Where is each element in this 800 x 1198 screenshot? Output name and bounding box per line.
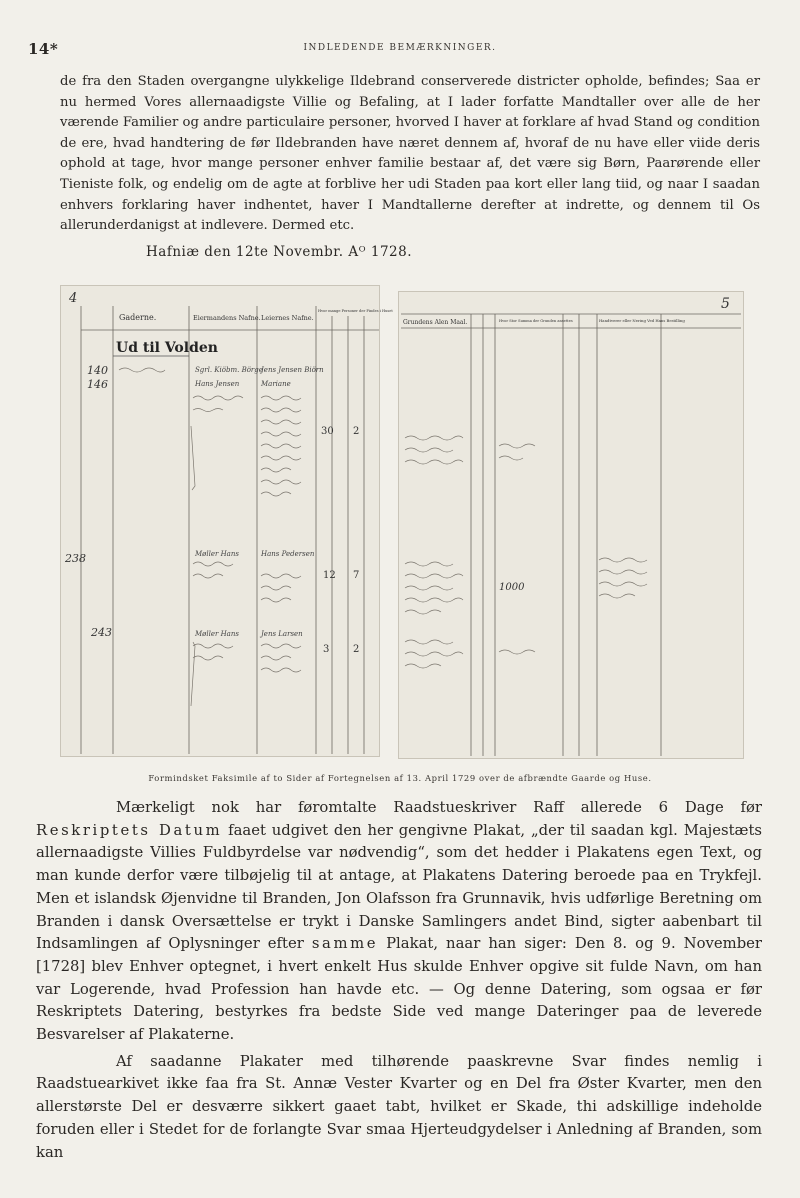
- col-header-ground: Grundens Alen Maal.: [403, 319, 468, 326]
- p1-part-a: Mærkeligt nok har føromtalte Raadstueskriver Raff allerede 6 Dage før: [116, 799, 762, 816]
- col-header-count: Hvor mange Personer der Findes i Huset: [318, 309, 393, 313]
- entry-resident-2: Mariane: [261, 380, 291, 388]
- value-1000: 1000: [499, 582, 525, 593]
- intro-paragraph: de fra den Staden overgangne ulykkelige Ildebrand conserverede districter opholde, befindes; Saa er nu hermed Vores allernaadigste Villie og Befaling, at I lader forfatte Mandtaller over alle de her værende Familier og andre particulaire personer, hvorved I haver at forklare af hvad Stand og condition de ere, hvad handtering de før Ildebranden have næret dennem af, hvoraf de nu have eller viide deris ophold at tage, hvor mange personer enhver familie bestaar af, det være sig Børn, Paarørende eller Tieniste folk, og endelig om de agte at forblive her udi Staden paa kort eller lang tiid, og naar I saadan enhvers forklaring haver indhentet, haver I Mandtallerne derefter at indrette, og dennem til Os allerunderdanigst at indlevere. Dermed etc.: [60, 74, 760, 234]
- paragraph-1: [36, 797, 762, 1047]
- right-page-mark: 5: [721, 296, 730, 312]
- paragraph-2: [36, 1051, 762, 1165]
- page-number: 14*: [28, 40, 59, 58]
- count-extra-2: 7: [353, 570, 360, 581]
- page-header: [0, 40, 800, 60]
- facsimile-image: [60, 283, 740, 763]
- col-header-streets: Gaderne.: [119, 313, 157, 322]
- p1-part-b: faaet udgivet den her gengivne Plakat, „der til saadan kgl. Majestæts allernaadigste Villies Fuldbyrdelse var nødvendig“, som det hedder i Plakatens egen Text, og man kunde derfor være tilbøjelig til at antage, at Plakatens Datering beroede paa en Trykfejl. Men et islandsk Øjenvidne til Branden, Jon Olafsson fra Grunnavik, hvis udførlige Beretning om Branden i dansk Oversættelse er trykt i Danske Samlingers andet Bind, sigter aabenbart til Indsamlingen af Oplysninger efter: [36, 821, 762, 953]
- count-1: 30: [321, 426, 334, 437]
- count-3: 3: [323, 644, 330, 655]
- entry-owner-2: Hans Jensen: [195, 380, 240, 388]
- p1-spaced-reskriptets: Reskriptets Datum: [36, 821, 223, 839]
- entry-nr-238: 238: [65, 552, 86, 565]
- col-header-trade: Handtverer eller Nering Ved Hans Bestilling: [599, 318, 685, 323]
- intro-quotation: [60, 72, 760, 237]
- col-header-owner: Eiermandens Nafne.: [193, 314, 261, 322]
- col-header-tenants: Leiernes Nafne.: [261, 314, 314, 322]
- entry-owner-4: Møller Hans: [195, 630, 239, 638]
- facsimile-right-page: [398, 291, 744, 759]
- count-extra-3: 2: [353, 644, 360, 655]
- count-2: 12: [323, 570, 336, 581]
- p1-spaced-samme: samme: [311, 935, 379, 953]
- p2-text: Af saadanne Plakater med tilhørende paaskrevne Svar findes nemlig i Raadstuearkivet ikke faa fra St. Annæ Vester Kvarter og en Del fra Øster Kvarter, men den allerstørste Del er desværre sikkert gaaet tabt, hvilket er Skade, thi adskillige indeholde foruden eller i Stedet for de forlangte Svar smaa Hjerteudgydelser i Anledning af Branden, som kan: [36, 1052, 762, 1161]
- facsimile-left-page: [60, 285, 393, 757]
- running-head: INDLEDENDE BEMÆRKNINGER.: [303, 43, 497, 53]
- count-extra-1: 2: [353, 426, 360, 437]
- dateline: Hafniæ den 12te Novembr. Aᴼ 1728.: [146, 244, 413, 260]
- left-page-mark: 4: [69, 291, 78, 306]
- street-heading: Ud til Volden: [116, 340, 218, 356]
- entry-nr-146: 146: [87, 378, 108, 391]
- entry-nr-243: 243: [91, 626, 112, 639]
- entry-owner-3: Møller Hans: [195, 550, 239, 558]
- col-header-sum: Hvor Stor Summa der Grunden ansettes: [499, 319, 573, 323]
- entry-resident-1: Jens Jensen Biörn: [261, 366, 324, 374]
- entry-owner-1: Sgrl. Kiöbm. Börge: [195, 366, 263, 374]
- entry-nr-140: 140: [87, 364, 108, 377]
- body-text: [36, 797, 762, 1164]
- p1-part-c: Plakat, naar han siger: Den 8. og 9. November [1728] blev Enhver optegnet, i hvert enkelt Hus skulde Enhver opgive sit fulde Navn, om han var Logerende, hvad Profession han havde etc. — Og denne Datering, som ogsaa er før Reskriptets Datering, bestyrkes fra bedste Side ved mange Dateringer paa de leverede Besvarelser af Plakaterne.: [36, 935, 762, 1044]
- entry-resident-3: Hans Pedersen: [261, 550, 315, 558]
- figure-caption: Formindsket Faksimile af to Sider af Fortegnelsen af 13. April 1729 over de afbrændte Gaarde og Huse.: [148, 773, 652, 783]
- entry-resident-4: Jens Larsen: [261, 630, 303, 638]
